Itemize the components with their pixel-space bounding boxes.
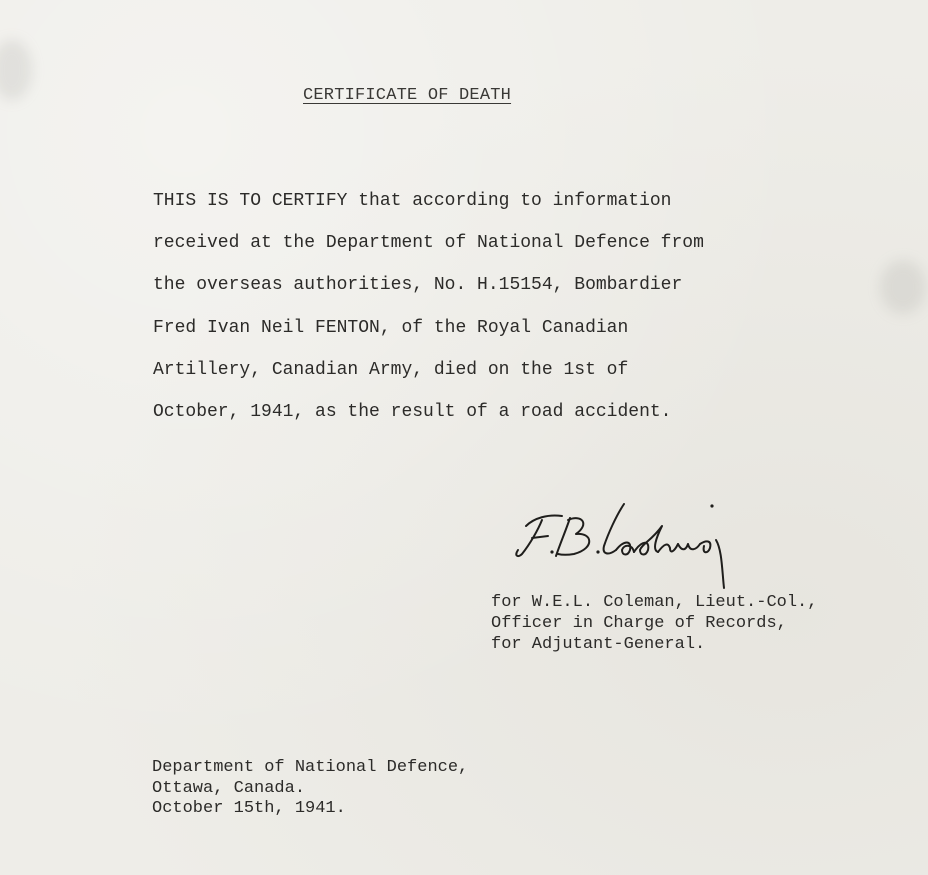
signatory-block (491, 592, 817, 655)
handwritten-signature (512, 500, 742, 600)
paper-smudge (0, 40, 32, 100)
signatory-line: Officer in Charge of Records, (491, 614, 787, 633)
certificate-body (153, 188, 813, 441)
signatory-line: for Adjutant-General. (491, 635, 706, 654)
body-line: Artillery, Canadian Army, died on the 1st of (153, 359, 629, 380)
signatory-line: for W.E.L. Coleman, Lieut.-Col., (491, 593, 818, 612)
document-title: CERTIFICATE OF DEATH (303, 86, 512, 105)
address-block (152, 758, 468, 820)
body-line: THIS IS TO CERTIFY that according to information (153, 191, 672, 211)
address-line: Department of National Defence, (152, 758, 469, 777)
paper-smudge (880, 260, 926, 314)
address-line: Ottawa, Canada. (152, 778, 306, 798)
address-line: October 15th, 1941. (152, 799, 346, 818)
body-line: the overseas authorities, No. H.15154, Bombardier (153, 275, 683, 296)
body-line: October, 1941, as the result of a road accident. (153, 401, 672, 422)
body-line: received at the Department of National Defence from (153, 233, 704, 254)
body-line: Fred Ivan Neil FENTON, of the Royal Canadian (153, 317, 629, 338)
